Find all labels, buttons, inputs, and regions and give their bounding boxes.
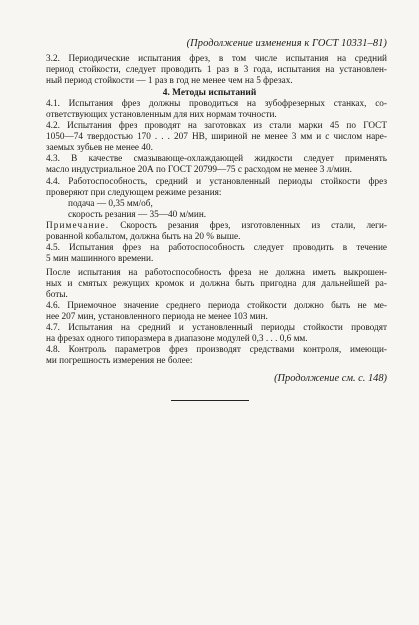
text-line: 5 мин машинного времени. [46, 253, 154, 264]
text-line: 1050—74 твердостью 170 . . . 207 HB, шириной не менее 3 мм и с числом наре- [46, 132, 387, 143]
text-line: После испытания на работоспособность фреза не должна иметь выкрошен- [46, 267, 387, 278]
paragraph-4-4 [32, 177, 387, 199]
paragraph-4-8 [32, 345, 387, 367]
divider [171, 400, 249, 401]
text-line: 4.8. Контроль параметров фрез производят средствами контроля, имеющи- [46, 345, 387, 356]
paragraph-4-7 [32, 323, 387, 345]
text-line: ных и смятых режущих кромок и должна быть пригодна для дальнейшей ра- [46, 278, 387, 289]
text-line: 4.2. Испытания фрез проводят на заготовках из стали марки 45 по ГОСТ [46, 121, 387, 132]
paragraph-4-6 [32, 301, 387, 323]
text-line: 3.2. Периодические испытания фрез, в том числе испытания на средний [46, 54, 387, 64]
text-line: 4.5. Испытания фрез на работоспособность следует проводить в течение [46, 242, 387, 253]
text-line: на фрезах одного типоразмера в диапазоне модулей 0,3 . . . 0,6 мм. [46, 334, 308, 345]
section-4-heading: 4. Методы испытаний [162, 88, 257, 99]
paragraph-after-test [32, 268, 387, 301]
text-line: ответствующих установленным для них нормам точности. [46, 110, 277, 121]
cutting-mode [32, 199, 387, 221]
text-line: 4.4. Работоспособность, средний и установленный периоды стойкости фрез [46, 176, 387, 187]
feed-rate: подача — 0,35 мм/об, [68, 198, 153, 209]
text-line: масло индустриальное 20А по ГОСТ 20799—75 с расходом не менее 3 л/мин. [46, 165, 352, 176]
text-line: боты. [46, 289, 68, 300]
continuation-header: (Продолжение изменения к ГОСТ 10331–81) [186, 38, 387, 49]
text-line [32, 221, 387, 232]
paragraph-4-2 [32, 121, 387, 154]
text-line: ный период стойкости — 1 раз в год не менее чем на 5 фрезах. [46, 76, 293, 87]
paragraph-4-3 [32, 154, 387, 176]
text-line: заемых зубьев не менее 40. [46, 143, 153, 154]
cutting-speed: скорость резания — 35—40 м/мин. [68, 209, 207, 220]
text-line: рованной кобальтом, должна быть на 20 % выше. [46, 231, 241, 242]
paragraph-4-5 [32, 243, 387, 265]
text-line: проверяют при следующем режиме резания: [46, 187, 222, 198]
note-label: Примечание. [46, 220, 110, 231]
continuation-footer: (Продолжение см. с. 148) [274, 373, 387, 385]
text-line: 4.3. В качестве смазывающе-охлаждающей жидкости следует применять [46, 154, 387, 165]
text-line: ми погрешность измерения не более: [46, 356, 193, 367]
note-text: Скорость резания фрез, изготовленных из стали, леги- [109, 220, 387, 231]
document-body [32, 54, 387, 401]
text-line: 4.1. Испытания фрез должны проводиться на зубофрезерных станках, со- [46, 99, 387, 110]
text-line: 4.7. Испытания на средний и установленный периоды стойкости проводят [46, 323, 387, 334]
paragraph-4-1 [32, 99, 387, 121]
text-line: 4.6. Приемочное значение среднего периода стойкости должно быть не ме- [46, 301, 387, 312]
text-line: нее 207 мин, установленного периода не менее 103 мин. [46, 312, 268, 323]
paragraph-3-2 [32, 54, 387, 87]
note [32, 221, 387, 243]
text-line: период стойкости, следует проводить 1 раз в 3 года, испытания на установлен- [46, 65, 387, 76]
